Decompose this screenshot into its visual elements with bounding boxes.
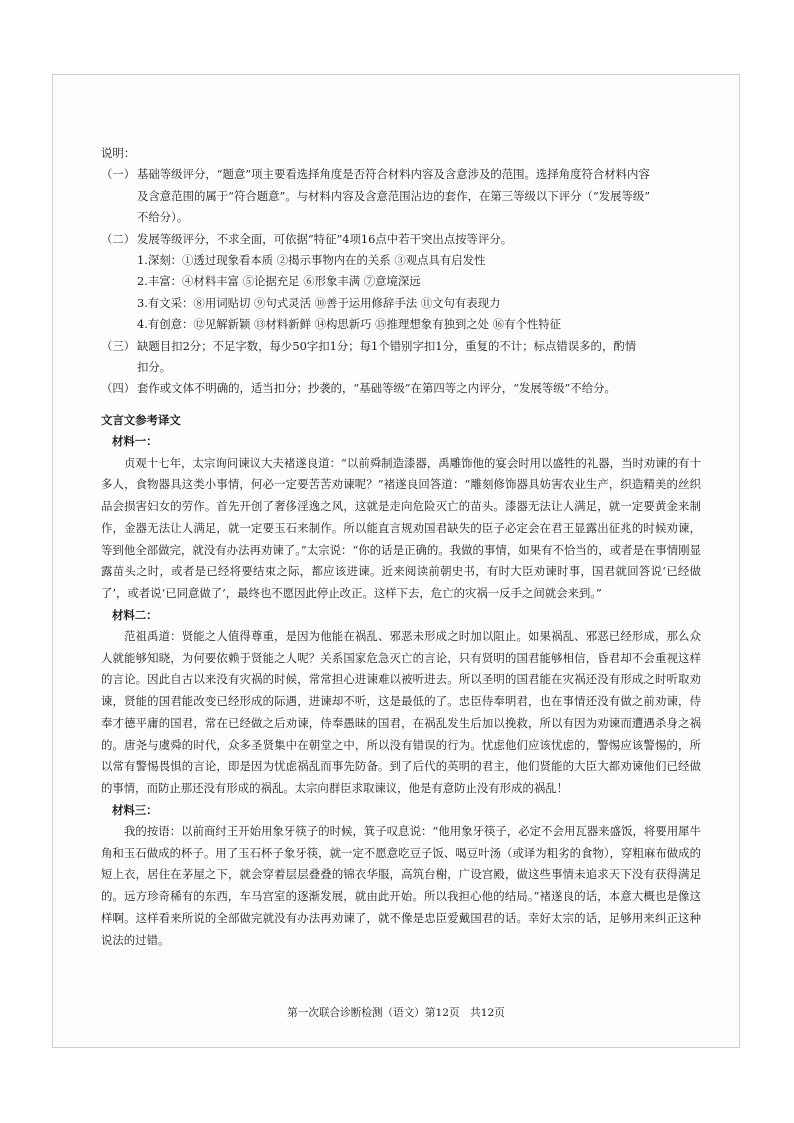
note-text: 及含意范围的属于“符合题意”。与材料内容及含意范围沾边的套作，在第三等级以下评分（“发展等级” <box>137 188 651 203</box>
note-text: 缺题目扣2分；不足字数，每少50字扣1分；每1个错别字扣1分，重复的不计；标点错误多的，酌情 <box>137 338 637 353</box>
note-item-4 <box>101 378 701 399</box>
material-3-text: 我的按语：以前商纣王开始用象牙筷子的时候，箕子叹息说：“他用象牙筷子，必定不会用瓦器来盛饭，将要用犀牛角和玉石做成的杯子。用了玉石杯子象牙筷，就一定不愿意吃豆子饭、喝豆叶汤（或译为粗劣的食物），穿粗麻布做成的短上衣，居住在茅屋之下，就会穿着层层叠叠的锦衣华服，高筑台榭，广设宫殿，做这些事情未追求天下没有获得满足的。远方珍奇稀有的东西，车马宫室的逐渐发展，就由此开始。所以我担心他的结局。”褚遂良的话，本意大概也是像这样啊。这样看来所说的全部做完就没有办法再劝谏了，就不像是忠臣爱戴国君的话。幸好太宗的话，足够用来纠正这种说法的过错。 <box>101 824 701 947</box>
material-1-text: 贞观十七年，太宗询问谏议大夫褚遂良道：“以前舜制造漆器，禹雕饰他的宴会时用以盛牲的礼器，当时劝谏的有十多人，食物器具这类小事情，何必一定要苦苦劝谏呢？”褚遂良回答道：“雕刻修饰器具妨害农业生产，织造精美的丝织品会损害妇女的劳作。首先开创了奢侈淫逸之风，这就是走向危险灭亡的苗头。漆器无法让人满足，就一定要黄金来制作，金器无法让人满足，就一定要玉石来制作。所以能直言规劝国君缺失的臣子必定会在君王显露出征兆的时候劝谏，等到他全部做完，就没有办法再劝谏了。”太宗说：“你的话是正确的。我做的事情，如果有不恰当的，或者是在事情刚显露苗头之时，或者是已经将要结束之际，都应该进谏。近来阅读前朝史书，有时大臣劝谏时事，国君就回答说‘已经做了’，或者说‘已同意做了’，最终也不愿因此停止改正。这样下去，危亡的灾祸一反手之间就会来到。” <box>101 455 701 600</box>
note-item-3 <box>101 336 701 379</box>
note-text: 基础等级评分，“题意”项主要看选择角度是否符合材料内容及含意涉及的范围。选择角度符合材料内容 <box>137 167 650 182</box>
page-footer: 第一次联合诊断检测（语文）第12页 共12页 <box>287 1007 505 1019</box>
translation-heading: 文言文参考译文 <box>101 412 181 427</box>
note-text: 套作或文体不明确的，适当扣分；抄袭的，“基础等级”在第四等之内评分，“发展等级”不给分。 <box>137 381 616 396</box>
material-3-label: 材料三： <box>112 802 158 817</box>
note-number: （四） <box>101 381 136 396</box>
notes-title: 说明： <box>101 146 136 160</box>
criterion-creativity: 4.有创意：⑫见解新颖 ⑬材料新鲜 ⑭构思新巧 ⑮推理想象有独到之处 ⑯有个性特征 <box>137 317 562 332</box>
note-item-1 <box>101 164 701 228</box>
note-number: （一） <box>101 167 136 182</box>
material-1-label: 材料一： <box>112 434 158 449</box>
exam-page <box>52 74 740 1048</box>
note-number: （三） <box>101 338 136 353</box>
note-text: 扣分。 <box>137 360 172 375</box>
criterion-depth: 1.深刻：①透过现象看本质 ②揭示事物内在的关系 ③观点具有启发性 <box>137 253 486 268</box>
material-2-label: 材料二： <box>112 607 158 622</box>
page-content <box>101 143 701 951</box>
criterion-style: 3.有文采：⑧用词贴切 ⑨句式灵活 ⑩善于运用修辞手法 ⑪文句有表现力 <box>137 295 501 310</box>
note-text: 发展等级评分，不求全面，可依据“特征”4项16点中若干突出点按等评分。 <box>137 231 513 246</box>
note-number: （二） <box>101 231 136 246</box>
note-item-2 <box>101 229 701 250</box>
material-2-text: 范祖禹道：贤能之人值得尊重，是因为他能在祸乱、邪恶未形成之时加以阻止。如果祸乱、邪恶已经形成，那么众人就能够知晓，为何要依赖于贤能之人呢？关系国家危急灭亡的言论，只有贤明的国君能够相信，昏君却不会重视这样的言论。因此自古以来没有灾祸的时候，常常担心进谏难以被听进去。所以圣明的国君能在灾祸还没有形成之时听取劝谏，贤能的国君能改变已经形成的际遇，进谏却不听，这是最低的了。忠臣侍奉明君，也在事情还没有做之前劝谏，侍奉才德平庸的国君，常在已经做之后劝谏，侍奉愚昧的国君，在祸乱发生后加以挽救，所以有因为劝谏而遭遇杀身之祸的。唐尧与虞舜的时代，众多圣贤集中在朝堂之中，所以没有错误的行为。忧虑他们应该忧虑的，警惕应该警惕的，所以常有警惕畏惧的言论，即是因为忧虑祸乱而事先防备。到了后代的英明的君主，他们贤能的大臣大都劝谏他们已经做的事情，而防止那还没有形成的祸乱。太宗向群臣求取谏议，他是有意防止没有形成的祸乱！ <box>101 629 701 795</box>
criterion-richness: 2.丰富：④材料丰富 ⑤论据充足 ⑥形象丰满 ⑦意境深远 <box>137 274 421 289</box>
note-text: 不给分）。 <box>137 210 189 225</box>
